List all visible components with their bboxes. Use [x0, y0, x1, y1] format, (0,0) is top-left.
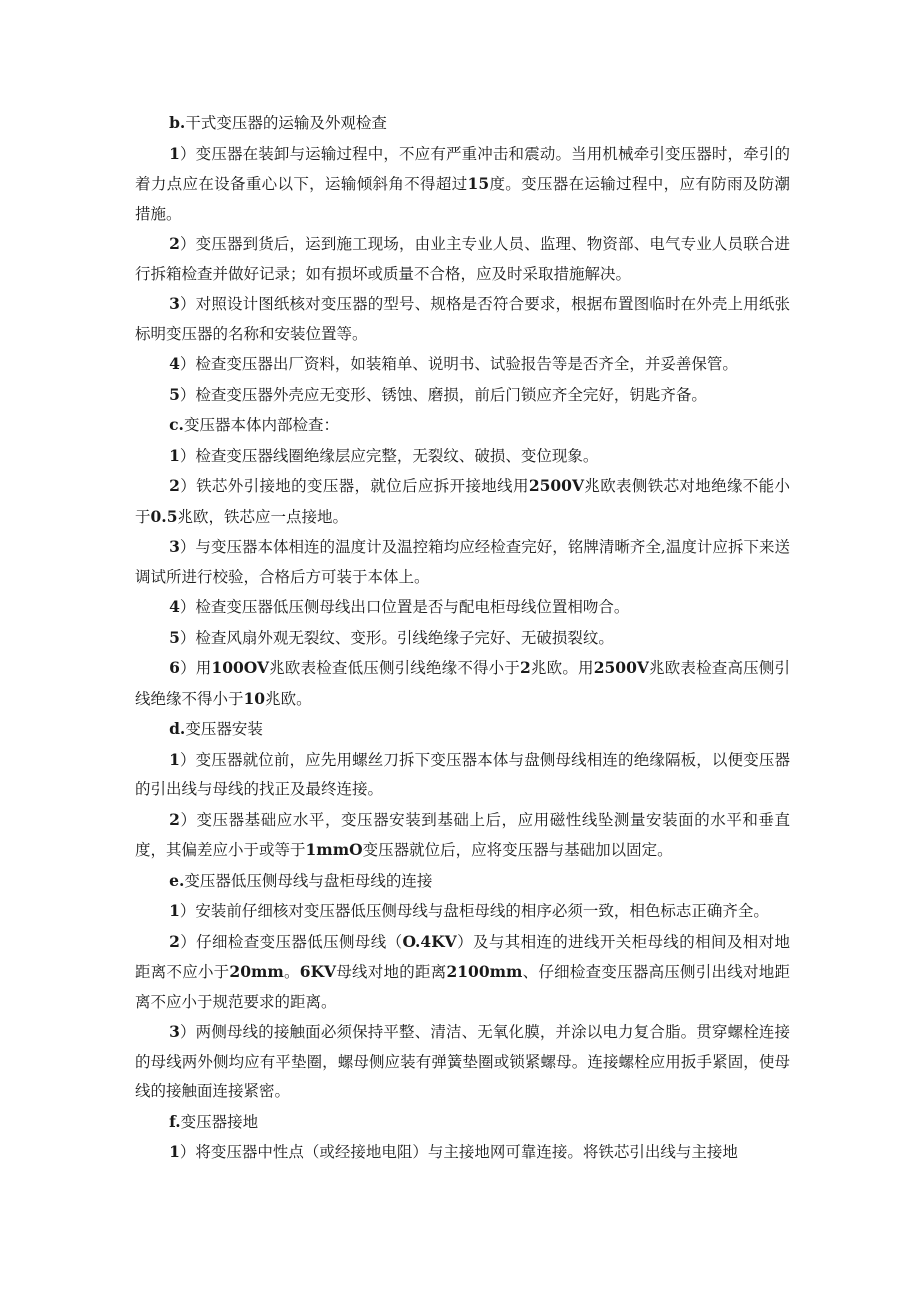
- section-heading-e: e.变压器低压侧母线与盘柜母线的连接: [169, 870, 433, 890]
- section-heading-d: d.变压器安装: [169, 719, 263, 738]
- paragraph-e1: 1）安装前仔细核对变压器低压侧母线与盘柜母线的相序必须一致，相色标志正确齐全。: [169, 901, 769, 920]
- paragraph-c3: 3）与变压器本体相连的温度计及温控箱均应经检查完好，铭牌清晰齐全,温度计应拆下来送调试所进行校验，合格后方可装于本体上。: [135, 537, 790, 586]
- paragraph-f1: 1）将变压器中性点（或经接地电阻）与主接地网可靠连接。将铁芯引出线与主接地: [169, 1142, 738, 1161]
- paragraph-c6: 6）用100OV兆欧表检查低压侧引线绝缘不得小于2兆欧。用2500V兆欧表检查高压侧引线绝缘不得小于10兆欧。: [135, 658, 790, 708]
- paragraph-b5: 5）检查变压器外壳应无变形、锈蚀、磨损，前后门锁应齐全完好，钥匙齐备。: [169, 384, 707, 404]
- paragraph-c1: 1）检查变压器线圈绝缘层应完整，无裂纹、破损、变位现象。: [169, 445, 599, 465]
- paragraph-d1: 1）变压器就位前，应先用螺丝刀拆下变压器本体与盘侧母线相连的绝缘隔板，以便变压器的引出线与母线的找正及最终连接。: [135, 749, 790, 798]
- paragraph-e2: 2）仔细检查变压器低压侧母线（O.4KV）及与其相连的进线开关柜母线的相间及相对地距离不应小于20mm。6KV母线对地的距离2100mm、仔细检查变压器高压侧引出线对地距离不应小于规范要求的距离。: [135, 931, 790, 1011]
- paragraph-b3: 3）对照设计图纸核对变压器的型号、规格是否符合要求，根据布置图临时在外壳上用纸张标明变压器的名称和安装位置等。: [135, 294, 790, 343]
- section-heading-f: f.变压器接地: [169, 1111, 259, 1131]
- section-heading-c: c.变压器本体内部检查：: [169, 415, 339, 434]
- section-heading-b: b.干式变压器的运输及外观检查: [169, 113, 387, 132]
- paragraph-c2: 2）铁芯外引接地的变压器，就位后应拆开接地线用2500V兆欧表侧铁芯对地绝缘不能小于0.5兆欧，铁芯应一点接地。: [135, 476, 790, 526]
- paragraph-b4: 4）检查变压器出厂资料，如装箱单、说明书、试验报告等是否齐全，并妥善保管。: [169, 354, 738, 373]
- paragraph-b1: 1）变压器在装卸与运输过程中，不应有严重冲击和震动。当用机械牵引变压器时，牵引的着力点应在设备重心以下，运输倾斜角不得超过15度。变压器在运输过程中，应有防雨及防潮措施。: [135, 143, 790, 223]
- paragraph-c5: 5）检查风扇外观无裂纹、变形。引线绝缘子完好、无破损裂纹。: [169, 627, 614, 647]
- paragraph-b2: 2）变压器到货后，运到施工现场，由业主专业人员、监理、物资部、电气专业人员联合进行拆箱检查并做好记录；如有损坏或质量不合格，应及时采取措施解决。: [135, 234, 790, 283]
- paragraph-e3: 3）两侧母线的接触面必须保持平整、清洁、无氧化膜，并涂以电力复合脂。贯穿螺栓连接的母线两外侧均应有平垫圈，螺母侧应装有弹簧垫圈或锁紧螺母。连接螺栓应用扳手紧固，使母线的接触面连接紧密。: [135, 1022, 790, 1100]
- document-page: [135, 108, 790, 1168]
- paragraph-c4: 4）检查变压器低压侧母线出口位置是否与配电柜母线位置相吻合。: [169, 597, 630, 616]
- paragraph-d2: 2）变压器基础应水平，变压器安装到基础上后，应用磁性线坠测量安装面的水平和垂直度，其偏差应小于或等于1mmO变压器就位后，应将变压器与基础加以固定。: [135, 809, 790, 859]
